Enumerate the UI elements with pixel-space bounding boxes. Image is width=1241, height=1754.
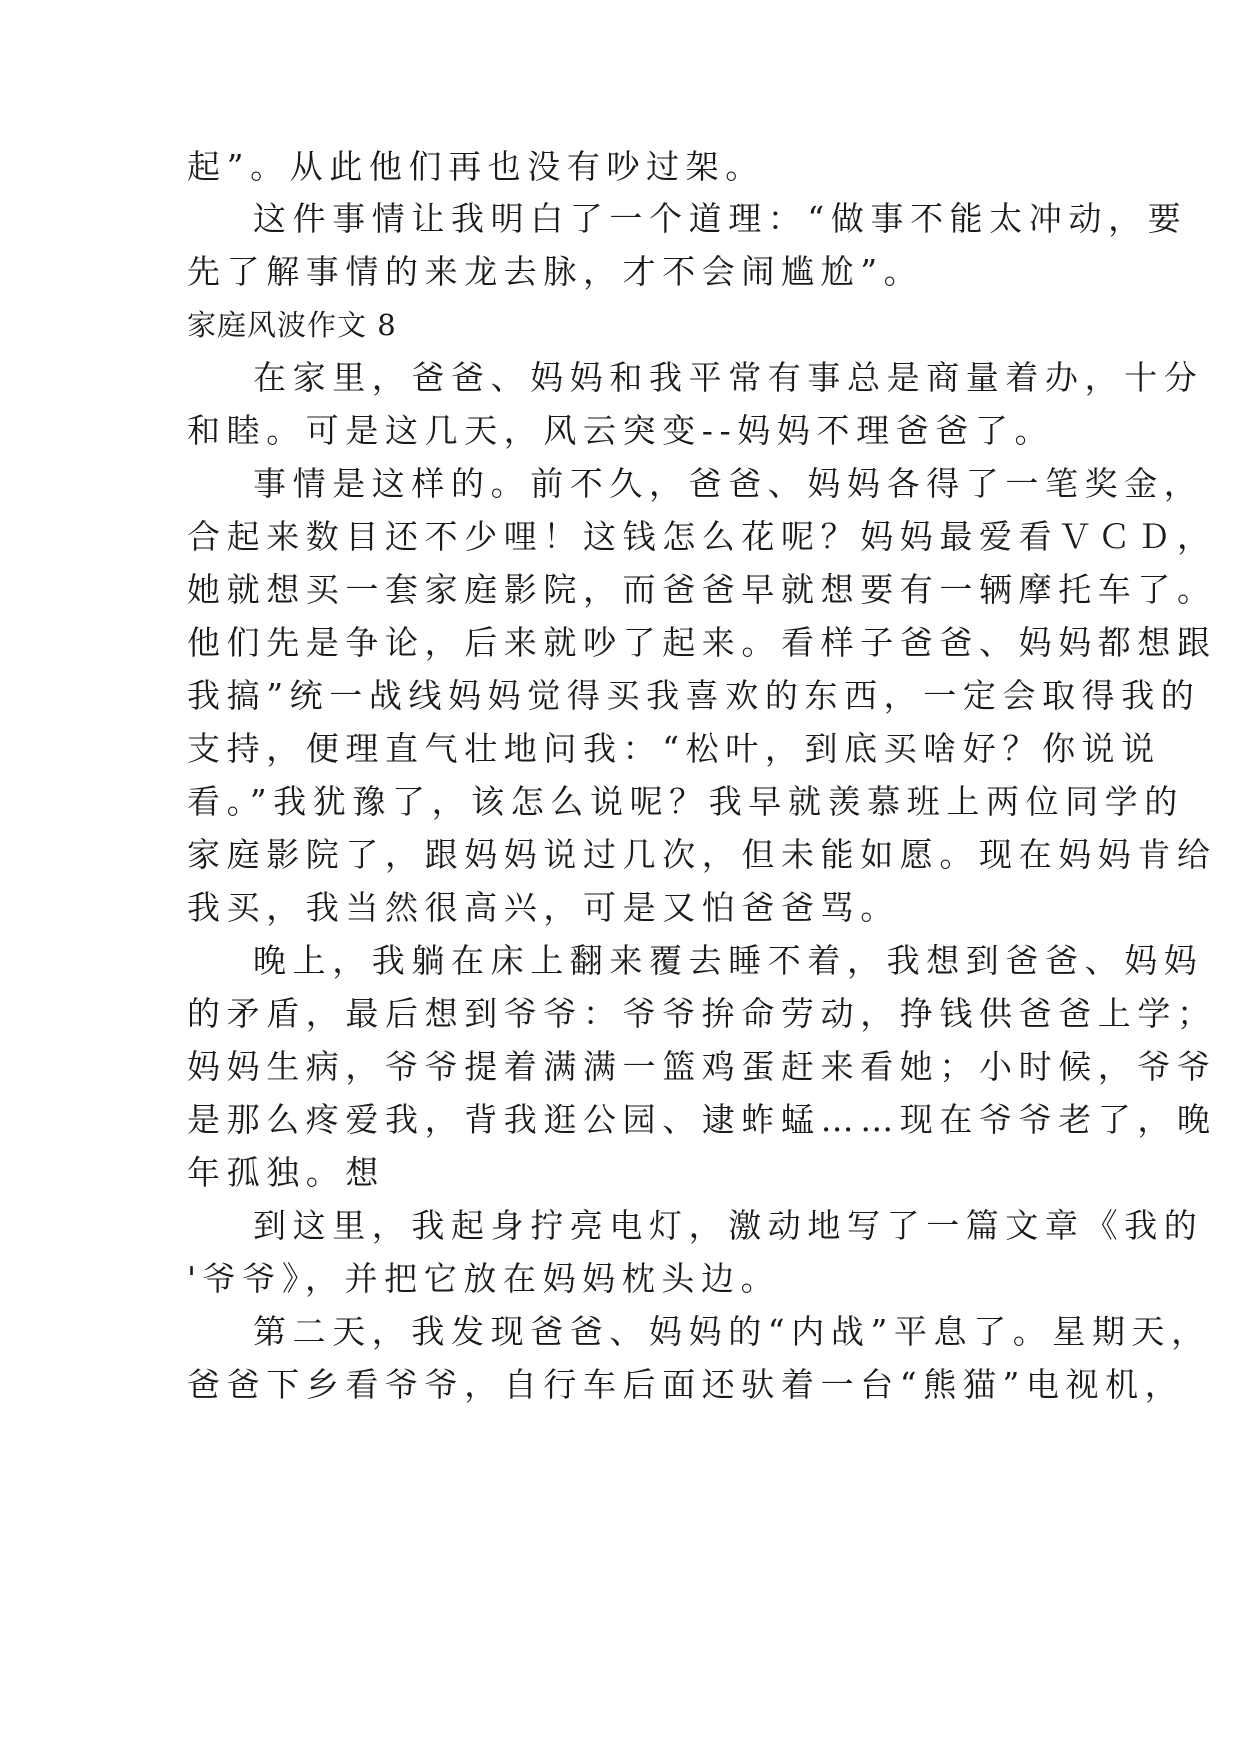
text-line: 起”。从此他们再也没有吵过架。 bbox=[187, 147, 765, 186]
text-line: 年孤独。想 bbox=[187, 1153, 385, 1192]
text-line: 在家里，爸爸、妈妈和我平常有事总是商量着办，十分 bbox=[253, 358, 1204, 397]
text-line: 先了解事情的来龙去脉，才不会闹尴尬”。 bbox=[187, 252, 924, 291]
text-line: 妈妈生病，爷爷提着满满一篮鸡蛋赶来看她；小时候，爷爷 bbox=[187, 1047, 1217, 1086]
text-line: 他们先是争论，后来就吵了起来。看样子爸爸、妈妈都想跟 bbox=[187, 623, 1217, 662]
text-line: 我搞”统一战线妈妈觉得买我喜欢的东西，一定会取得我的 bbox=[187, 676, 1201, 715]
text-line: 到这里，我起身拧亮电灯，激动地写了一篇文章《我的 bbox=[253, 1206, 1204, 1245]
section-title: 家庭风波作文 8 bbox=[187, 308, 397, 342]
text-line: 合起来数目还不少哩！这钱怎么花呢？妈妈最爱看ＶＣＤ， bbox=[187, 517, 1217, 556]
text-line: 和睦。可是这几天，风云突变--妈妈不理爸爸了。 bbox=[187, 411, 1055, 450]
text-line: 爸爸下乡看爷爷，自行车后面还驮着一台“熊猫”电视机， bbox=[187, 1365, 1185, 1404]
text-line: 晚上，我躺在床上翻来覆去睡不着，我想到爸爸、妈妈 bbox=[253, 941, 1204, 980]
text-line: '爷爷》，并把它放在妈妈枕头边。 bbox=[187, 1259, 781, 1298]
text-line: 事情是这样的。前不久，爸爸、妈妈各得了一笔奖金， bbox=[253, 464, 1204, 503]
text-line: 支持，便理直气壮地问我：“松叶，到底买啥好？你说说 bbox=[187, 729, 1161, 768]
text-line: 第二天，我发现爸爸、妈妈的“内战”平息了。星期天， bbox=[253, 1312, 1211, 1351]
text-line: 是那么疼爱我，背我逛公园、逮蚱蜢……现在爷爷老了，晚 bbox=[187, 1100, 1217, 1139]
text-line: 我买，我当然很高兴，可是又怕爸爸骂。 bbox=[187, 888, 900, 927]
text-line: 她就想买一套家庭影院，而爸爸早就想要有一辆摩托车了。 bbox=[187, 570, 1217, 609]
text-line: 这件事情让我明白了一个道理：“做事不能太冲动，要 bbox=[253, 199, 1188, 238]
text-line: 家庭影院了，跟妈妈说过几次，但未能如愿。现在妈妈肯给 bbox=[187, 835, 1217, 874]
text-line: 看。”我犹豫了，该怎么说呢？我早就羡慕班上两位同学的 bbox=[187, 782, 1184, 821]
text-line: 的矛盾，最后想到爷爷：爷爷拚命劳动，挣钱供爸爸上学； bbox=[187, 994, 1217, 1033]
